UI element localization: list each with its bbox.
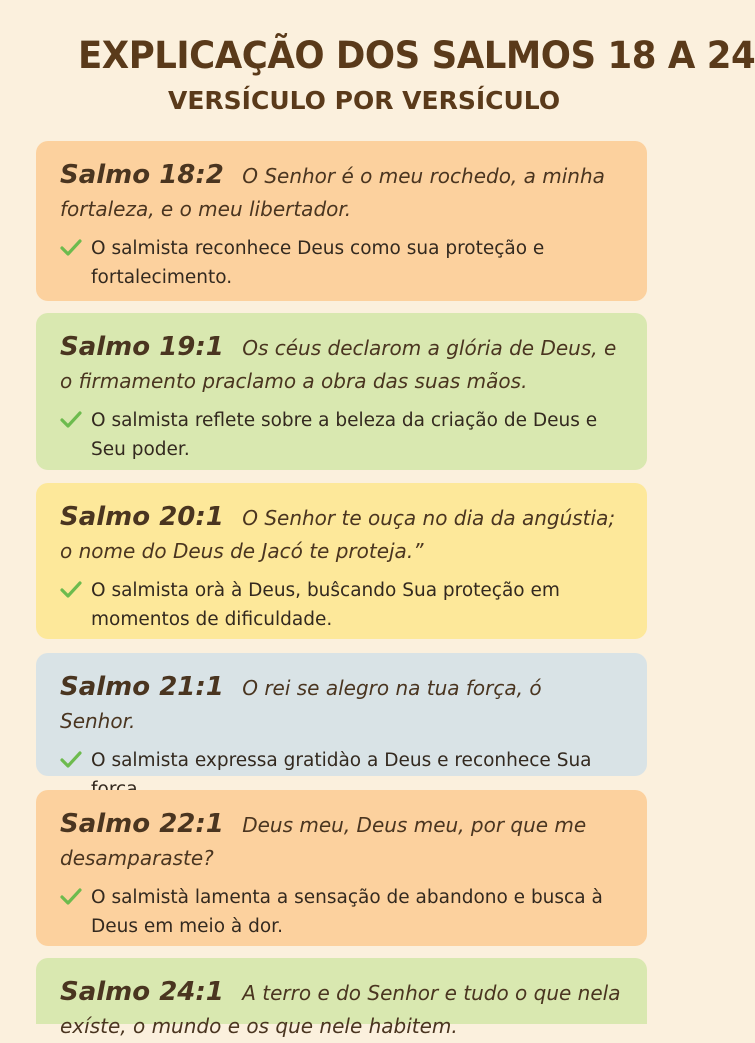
verse-line [60, 159, 623, 226]
explanation-text: O salmista reflete sobre a beleza da criação de Deus e Seu poder. [91, 410, 598, 460]
verse-text: O rei se alegro na tua força, ó Senhor. [60, 676, 542, 733]
psalm-reference: Salmo 19:1 [60, 332, 224, 362]
verse-text: A terro e do Senhor e tudo o que nela exíste, o mundo e os que nele habitem. [60, 981, 621, 1038]
psalm-reference: Salmo 18:2 [60, 160, 224, 190]
explanation-text: O salmista orà à Deus, buŝcando Sua proteção em momentos de dificuldade. [91, 580, 560, 630]
explanation-text: O salmistà lamenta a sensação de abandono e busca à Deus em meio à dor. [91, 887, 603, 937]
psalm-reference: Salmo 21:1 [60, 672, 224, 702]
verse-line [60, 331, 623, 398]
verse-text: Deus meu, Deus meu, por que me desamparaste? [60, 813, 587, 870]
explanation-text: O salmista reconhece Deus como sua proteção e fortalecimento. [91, 238, 545, 288]
psalm-card-21 [36, 653, 647, 776]
psalm-card-20 [36, 483, 647, 639]
explanation-text: O salmista expressa gratidào a Deus e reconhece Sua [91, 750, 592, 771]
page-title: EXPLICAÇÃO DOS SALMOS 18 A 24 [78, 34, 755, 77]
verse-text: O Senhor é o meu rochedo, a minha fortaleza, e o meu libertador. [60, 164, 605, 221]
verse-text: Os céus declarom a glória de Deus, e o firmamento praclamo a obra das suas mãos. [60, 336, 617, 393]
check-icon [60, 750, 82, 770]
check-icon [60, 410, 82, 430]
check-icon [60, 580, 82, 600]
explanation [60, 576, 623, 634]
check-icon [60, 238, 82, 258]
verse-line [60, 976, 623, 1043]
check-icon [60, 887, 82, 907]
explanation [60, 883, 623, 941]
psalm-reference: Salmo 22:1 [60, 809, 224, 839]
verse-line [60, 671, 623, 738]
psalm-card-18 [36, 141, 647, 301]
explanation [60, 234, 623, 292]
psalm-reference: Salmo 20:1 [60, 502, 224, 532]
header [0, 0, 755, 130]
psalm-card-24 [36, 958, 647, 1038]
verse-line [60, 808, 623, 875]
psalm-reference: Salmo 24:1 [60, 977, 224, 1007]
psalm-card-19 [36, 313, 647, 470]
psalm-card-22 [36, 790, 647, 946]
explanation [60, 406, 623, 464]
verse-line [60, 501, 623, 568]
verse-text: O Senhor te ouça no dia da angústia; o nome do Deus de Jacó te proteja.” [60, 506, 616, 563]
page-subtitle: VERSÍCULO POR VERSÍCULO [168, 86, 561, 115]
